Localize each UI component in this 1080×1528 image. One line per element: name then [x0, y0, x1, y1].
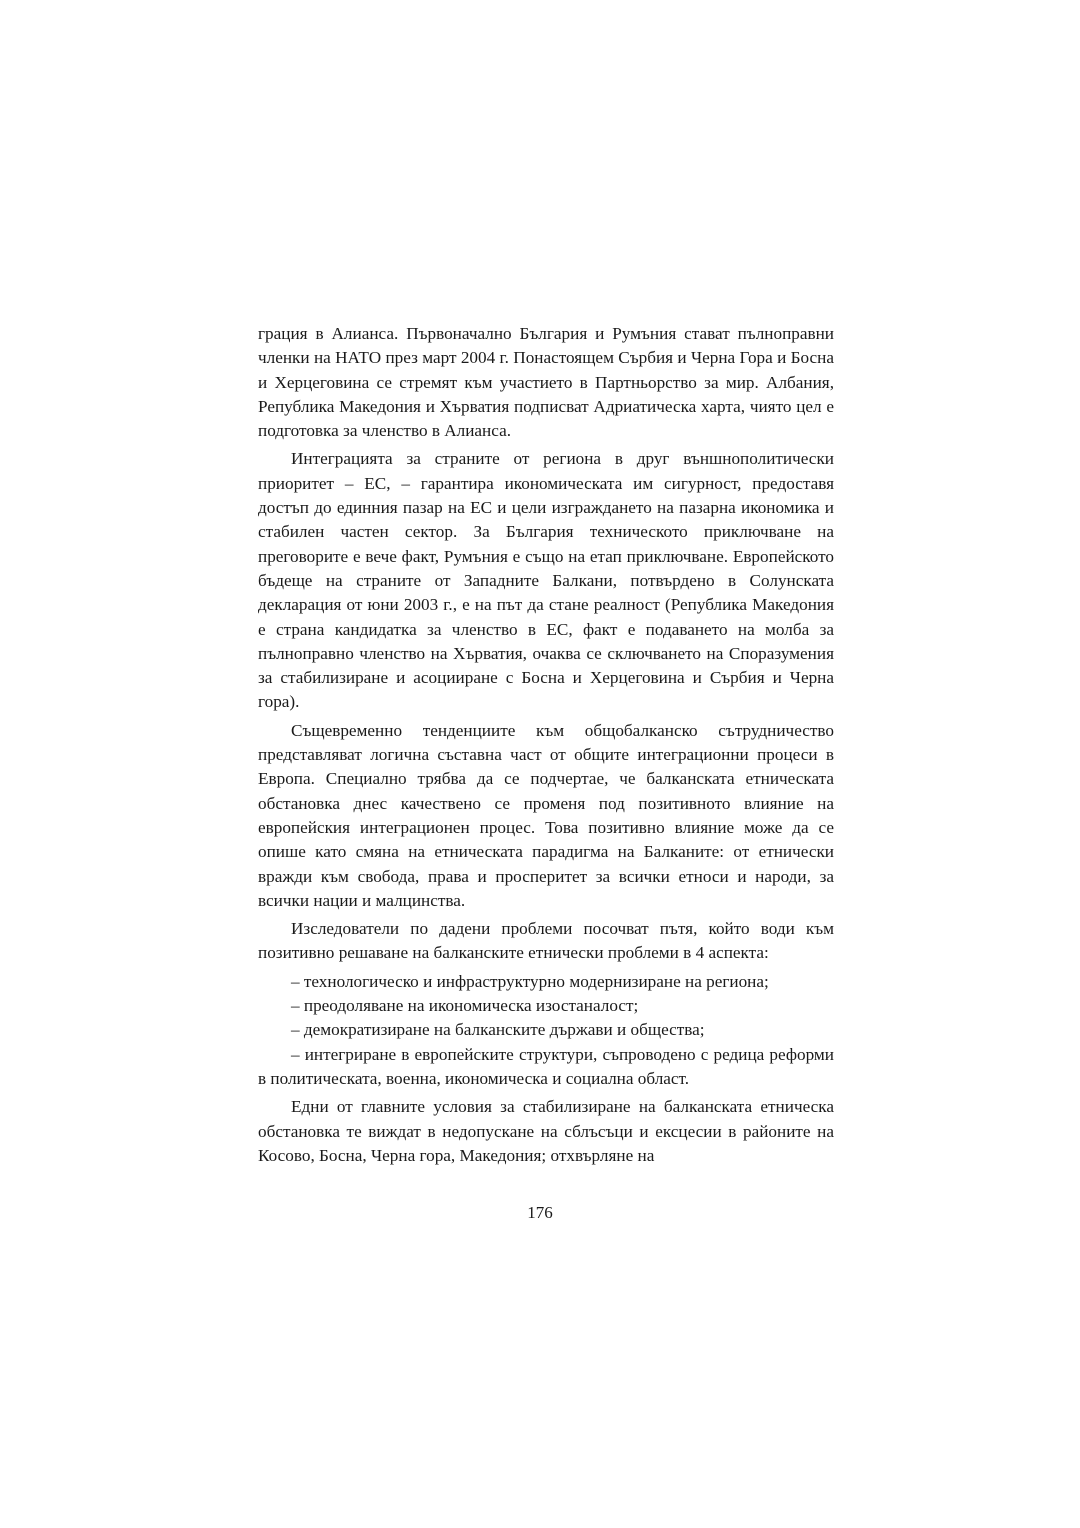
paragraph-4: Изследователи по дадени проблеми посочват пътя, който води към позитивно решаване на балканските етнически проблеми в 4 аспекта:: [258, 919, 834, 963]
body-text: [258, 322, 834, 1168]
list-item-4: – интегриране в европейските структури, съпроводено с редица реформи в политическата, военна, икономическа и социална област.: [258, 1044, 834, 1088]
paragraph-1: грация в Алианса. Първоначално България и Румъния стават пълноправни членки на НАТО през март 2004 г. Понастоящем Сърбия и Черна Гора и Босна и Херцеговина се стремят към участието в Партньорство за мир. Албания, Република Македония и Хърватия подписват Адриатическа харта, чиято цел е подготовка за членство в Алианса.: [258, 324, 834, 441]
list-item-1: – технологическо и инфраструктурно модернизиране на региона;: [291, 971, 769, 991]
list-item-3: – демократизиране на балканските държави и общества;: [291, 1020, 705, 1040]
paragraph-5: Едни от главните условия за стабилизиране на балканската етническа обстановка те виждат в недопускане на сблъсъци и ексцесии в районите на Косово, Босна, Черна гора, Македония; отхвърляне на: [258, 1097, 834, 1165]
paragraph-2: Интеграцията за страните от региона в друг външнополитически приоритет – ЕС, – гарантира икономическата им сигурност, предоставя достъп до единния пазар на ЕС и цели изграждането на пазарна икономика и стабилен частен сектор. За България техническото приключване на преговорите е вече факт, Румъния е също на етап приключване. Европейското бъдеще на страните от Западните Балкани, потвърдено в Солунската декларация от юни 2003 г., е на път да стане реалност (Република Македония е страна кандидатка за членство в ЕС, факт е подаването на молба за пълноправно членство на Хърватия, очаква се сключването на Споразумения за стабилизиране и асоцииране с Босна и Херцеговина и Сърбия и Черна гора).: [258, 449, 834, 712]
paragraph-3: Същевременно тенденциите към общобалканско сътрудничество представляват логична съставна част от общите интеграционни процеси в Европа. Специално трябва да се подчертае, че балканската етническата обстановка днес качествено се променя под позитивното влияние на европейския интеграционен процес. Това позитивно влияние може да се опише като смяна на етническата парадигма на Балканите: от етнически вражди към свобода, права и просперитет за всички етноси и народи, за всички нации и малцинства.: [258, 720, 834, 910]
list-item-2: – преодоляване на икономическа изостаналост;: [291, 996, 639, 1016]
page-number: 176: [527, 1203, 553, 1222]
